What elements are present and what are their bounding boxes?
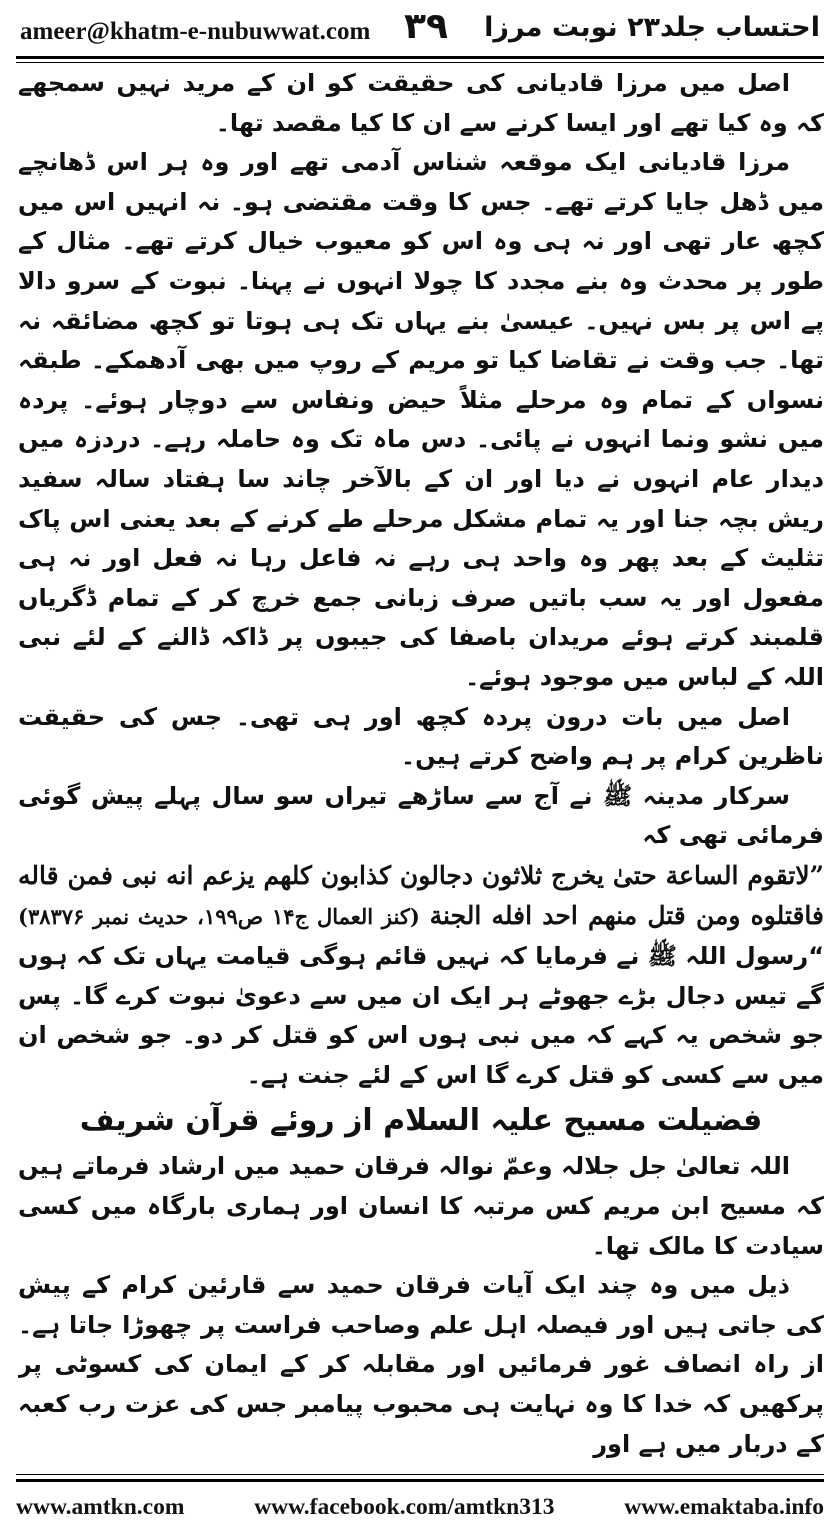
- paragraph-5: اللہ تعالیٰ جل جلالہ وعمّ نوالہ فرقان حمید میں ارشاد فرماتے ہیں کہ مسیح ابن مریم کس مرتبہ کا انسان اور ہماری بارگاہ میں کسی سیادت کا مالک تھا۔: [18, 1152, 824, 1260]
- section-heading: فضیلت مسیح علیہ السلام از روئے قرآن شریف: [79, 1103, 763, 1139]
- paragraph-6: ذیل میں وہ چند ایک آیات فرقان حمید سے قارئین کرام کے پیش کی جاتی ہیں اور فیصلہ اہل علم وصاحب فراست پر چھوڑا جاتا ہے۔ از راہ انصاف غور فرمائیں اور مقابلہ کر کے ایمان کی کسوٹی پر پرکھیں کہ خدا کا وہ نہایت ہی محبوب پیامبر جس کی عزت رب کعبہ کے دربار میں ہے اور: [18, 1271, 824, 1458]
- paragraph-3: اصل میں بات درون پردہ کچھ اور ہی تھی۔ جس کی حقیقت ناظرین کرام پر ہم واضح کرتے ہیں۔: [18, 702, 824, 771]
- paragraph-2: مرزا قادیانی ایک موقعہ شناس آدمی تھے اور وہ ہر اس ڈھانچے میں ڈھل جایا کرتے تھے۔ جس کا وقت مقتضی ہو۔ نہ انہیں اس میں کچھ عار تھی اور نہ ہی وہ اس کو معیوب خیال کرتے تھے۔ مثال کے طور پر محدث وہ بنے مجدد کا چولا انہوں نے پہنا۔ نبوت کے سرو دالا پے اس پر بس نہیں۔ عیسیٰ بنے یہاں تک ہی ہوتا تو کچھ مضائقہ نہ تھا۔ جب وقت نے تقاضا کیا تو مریم کے روپ میں بھی آدھمکے۔ طبقہ نسواں کے تمام وہ مرحلے مثلاً حیض ونفاس سے دوچار ہوئے۔ پردہ میں نشو ونما انہوں نے پائی۔ دس ماہ تک وہ حاملہ رہے۔ دردزہ میں دیدار عام انہوں نے دیا اور ان کے بالآخر چاند سا ہفتاد سالہ سفید ریش بچہ جنا اور یہ تمام مشکل مرحلے طے کرنے کے بعد یعنی اس پاک تثلیث کے بعد پھر وہ واحد ہی رہے نہ فاعل رہا نہ فعل اور نہ ہی مفعول اور یہ سب باتیں صرف زبانی جمع خرچ کر کے تمام ڈگریاں قلمبند کرتے ہوئے مریدان باصفا کی جیبوں پر ڈاکہ ڈالنے کے لئے نبی اللہ کے لباس میں موجود ہوئے۔: [18, 148, 824, 691]
- page-number: ۳۹: [404, 6, 448, 47]
- footer-link-emaktaba[interactable]: www.emaktaba.info: [624, 1494, 824, 1520]
- hadith-reference: (کنز العمال ج۱۴ ص۱۹۹، حدیث نمبر ۳۸۳۷۶): [18, 904, 420, 930]
- header-email: ameer@khatm-e-nubuwwat.com: [20, 18, 371, 45]
- footer-link-amtkn[interactable]: www.amtkn.com: [16, 1494, 185, 1520]
- page-header: [16, 6, 824, 58]
- page-footer: [16, 1494, 824, 1521]
- page-body: [18, 64, 824, 1468]
- footer-rule-thick: [16, 1479, 824, 1482]
- hadith-arabic: ”لاتقوم الساعة حتىٰ يخرج ثلاثون دجالون كذابون كلهم يزعم انه نبى فمن قاله فاقتلوه ومن قتل منهم احد افله الجنة: [18, 860, 824, 931]
- footer-rule-thin: [16, 1474, 824, 1475]
- book-title: احتساب جلد۲۳ نوبت مرزا: [484, 12, 820, 43]
- paragraph-hadith-intro: سرکار مدینہ ﷺ نے آج سے ساڑھے تیراں سو سال پہلے پیش گوئی فرمائی تھی کہ: [18, 781, 824, 850]
- hadith-translation: “رسول اللہ ﷺ نے فرمایا کہ نہیں قائم ہوگی قیامت یہاں تک کہ ہوں گے تیس دجال بڑے جھوٹے ہر ایک ان میں سے دعویٰ نبوت کرے گا۔ پس جو شخص یہ کہے کہ میں نبی ہوں اس کو قتل کر دو۔ جو شخص ان میں سے کسی کو قتل کرے گا اس کے لئے جنت ہے۔: [18, 942, 824, 1089]
- header-rule-thin: [16, 62, 824, 63]
- hadith-block: [18, 856, 824, 1096]
- header-rule-thick: [16, 56, 824, 59]
- paragraph-1: اصل میں مرزا قادیانی کی حقیقت کو ان کے مرید نہیں سمجھے کہ وہ کیا تھے اور ایسا کرنے سے ان کا کیا مقصد تھا۔: [18, 69, 824, 137]
- footer-link-facebook[interactable]: www.facebook.com/amtkn313: [254, 1494, 555, 1520]
